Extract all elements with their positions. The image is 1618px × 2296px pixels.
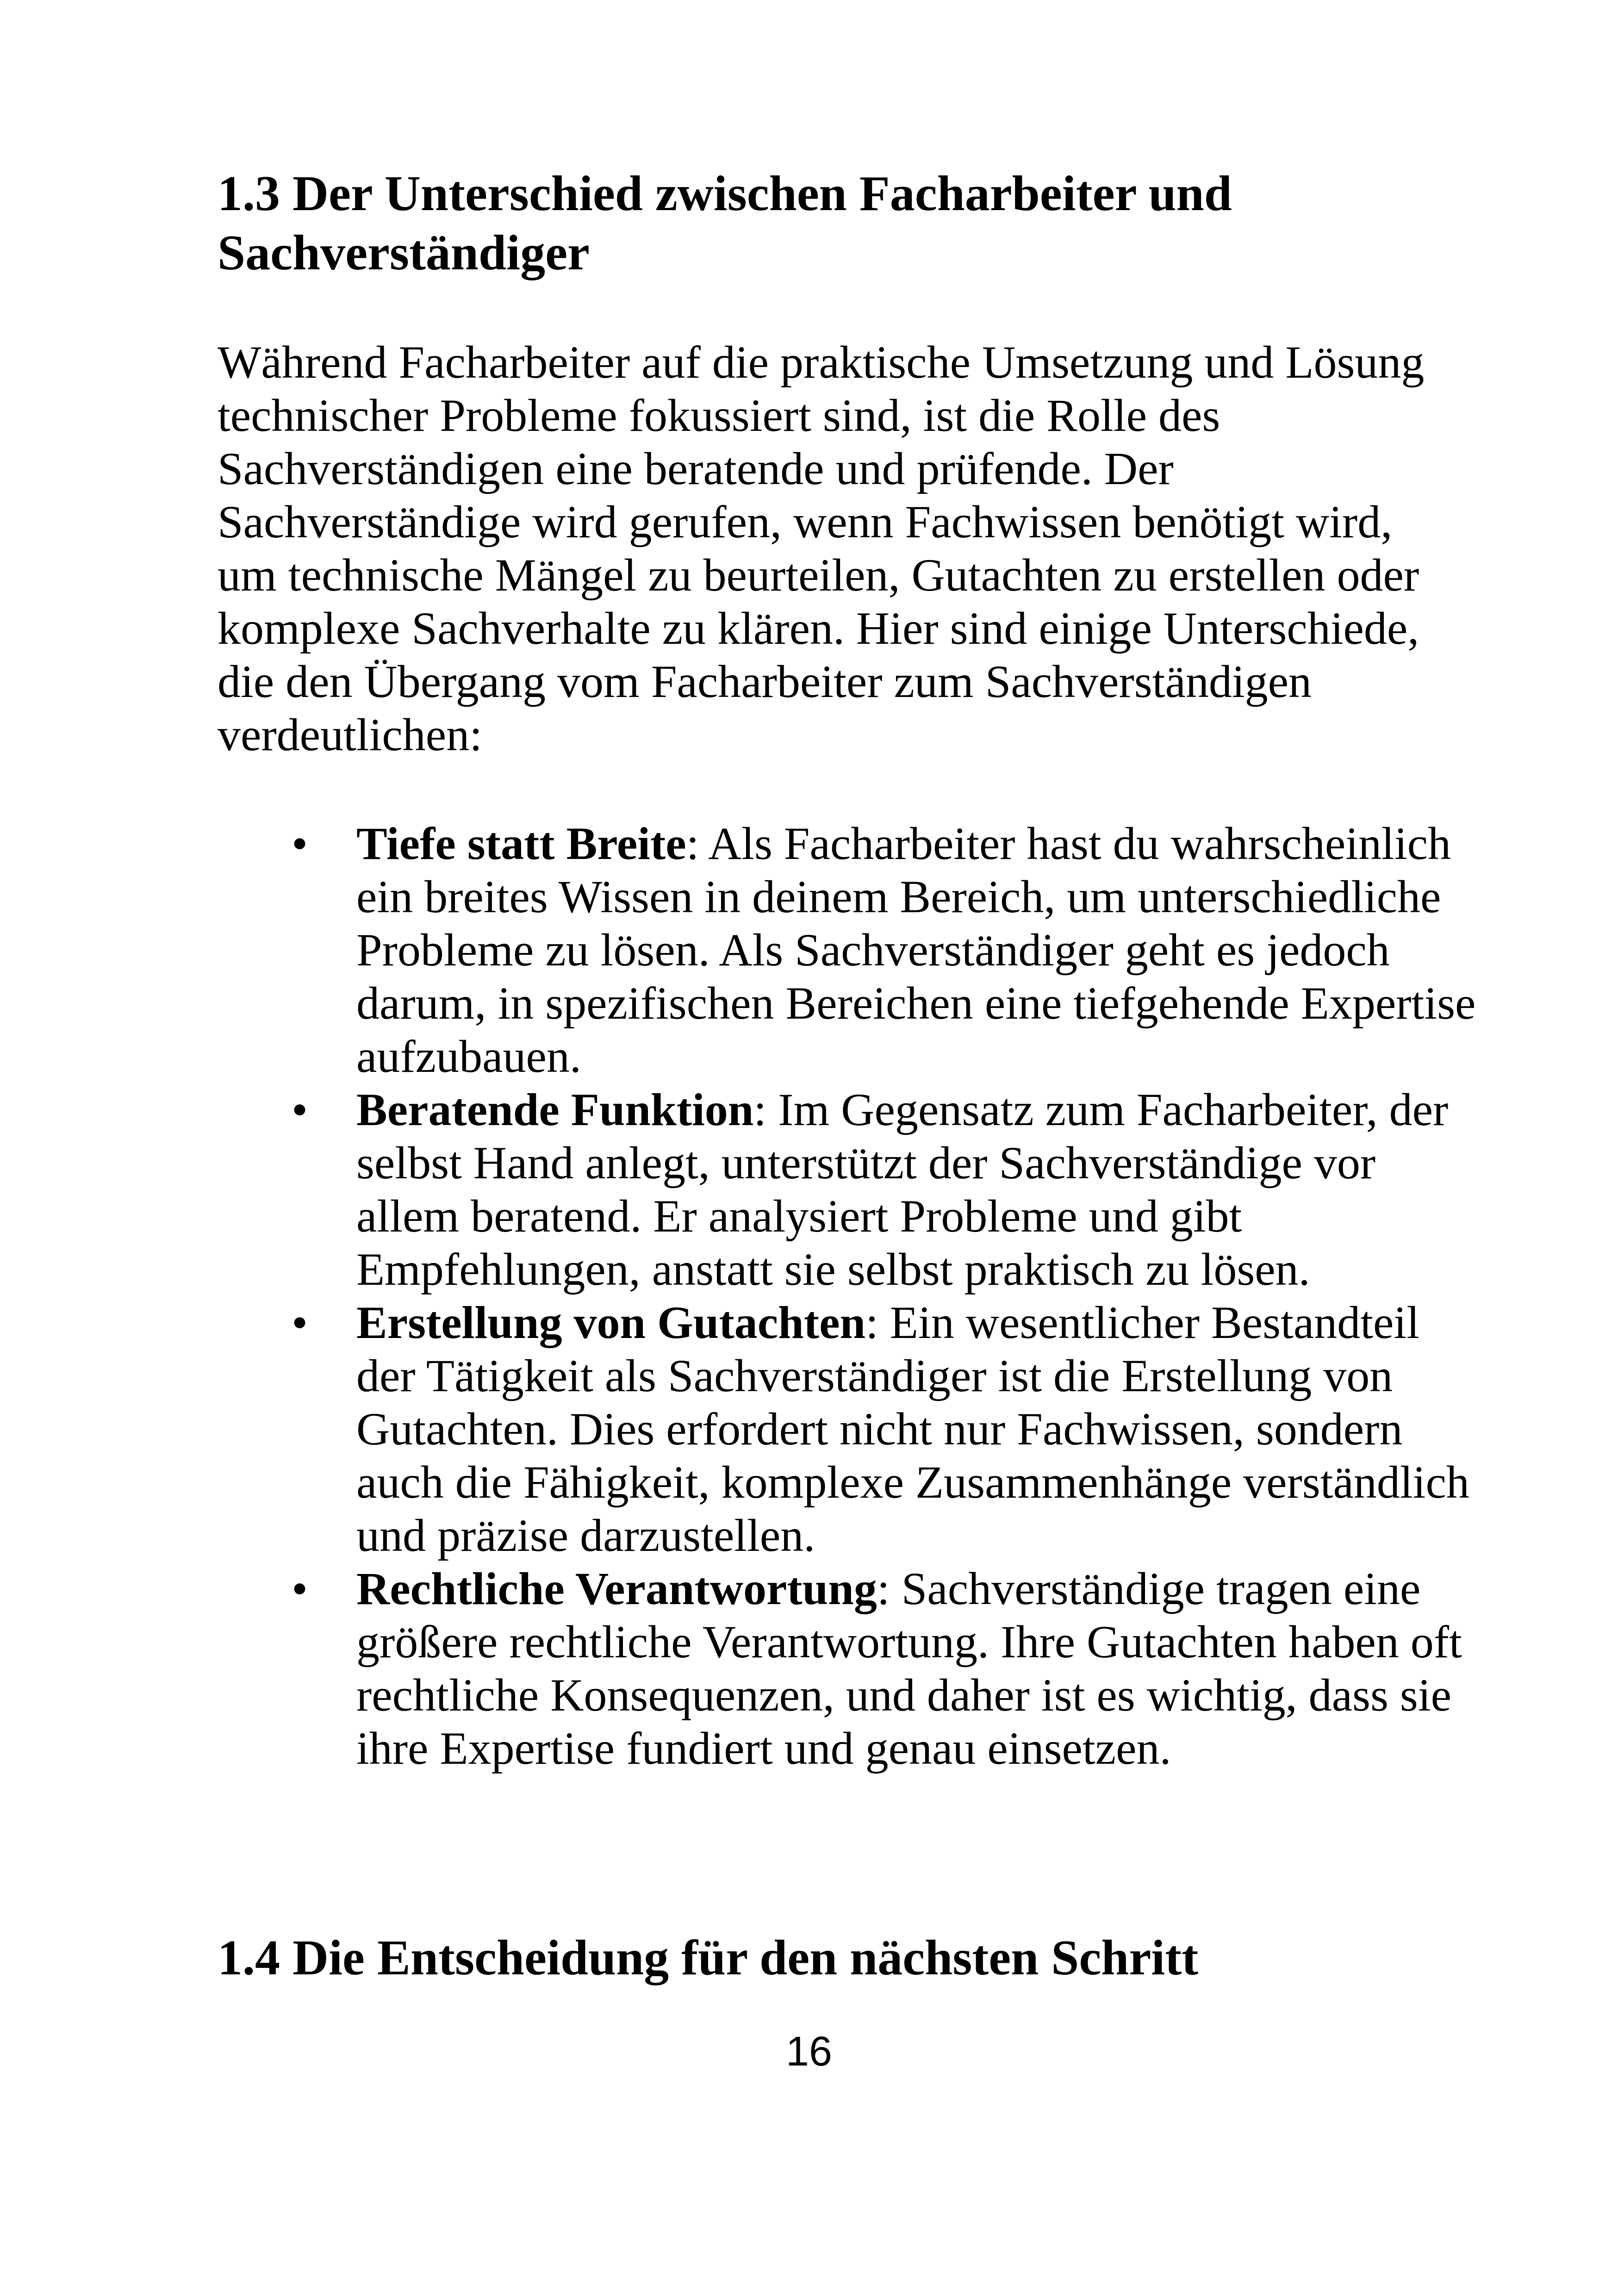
list-item-text: : Als Facharbeiter hast du wahrscheinlich ein breites Wissen in deinem Bereich, um unterschiedliche Probleme zu lösen. Als Sachverständiger geht es jedoch darum, in spezifischen Bereichen eine tiefgehende Expertise aufzubauen. [356, 818, 1476, 1082]
intro-paragraph: Während Facharbeiter auf die praktische Umsetzung und Lösung technischer Probleme fokussiert sind, ist die Rolle des Sachverständigen eine beratende und prüfende. Der Sachverständige wird gerufen, wenn Fachwissen benötigt wird, um technische Mängel zu beurteilen, Gutachten zu erstellen oder komplexe Sachverhalte zu klären. Hier sind einige Unterschiede, die den Übergang vom Facharbeiter zum Sachverständigen verdeutlichen: [218, 336, 1425, 760]
list-item [218, 817, 1476, 1083]
section-heading-1-3: 1.3 Der Unterschied zwischen Facharbeiter und Sachverständiger [218, 166, 1232, 280]
list-item-term: Beratende Funktion [356, 1084, 754, 1135]
list-item-text: : Im Gegensatz zum Facharbeiter, der selbst Hand anlegt, unterstützt der Sachverständige vor allem beratend. Er analysiert Probleme und gibt Empfehlungen, anstatt sie selbst praktisch zu lösen. [356, 1084, 1449, 1295]
list-item-text: : Ein wesentlicher Bestandteil der Tätigkeit als Sachverständiger ist die Erstellung von Gutachten. Dies erfordert nicht nur Fachwissen, sondern auch die Fähigkeit, komplexe Zusammenhänge verständlich und präzise darzustellen. [356, 1297, 1469, 1561]
bullet-icon: • [292, 1084, 308, 1135]
section-heading-1-4: 1.4 Die Entscheidung für den nächsten Schritt [218, 1930, 1199, 1985]
bullet-icon: • [292, 1563, 308, 1614]
difference-list [218, 817, 1476, 1775]
list-item-term: Rechtliche Verantwortung [356, 1563, 877, 1614]
bullet-icon: • [292, 818, 308, 869]
list-item-term: Tiefe statt Breite [356, 818, 686, 869]
bullet-icon: • [292, 1297, 308, 1348]
list-item [218, 1562, 1476, 1775]
list-item-text: : Sachverständige tragen eine größere rechtliche Verantwortung. Ihre Gutachten haben oft rechtliche Konsequenzen, und daher ist es wichtig, dass sie ihre Expertise fundiert und genau einsetzen. [356, 1563, 1462, 1774]
list-item-term: Erstellung von Gutachten [356, 1297, 866, 1348]
page-number: 16 [785, 2028, 833, 2075]
list-item [218, 1296, 1476, 1562]
list-item [218, 1083, 1476, 1296]
